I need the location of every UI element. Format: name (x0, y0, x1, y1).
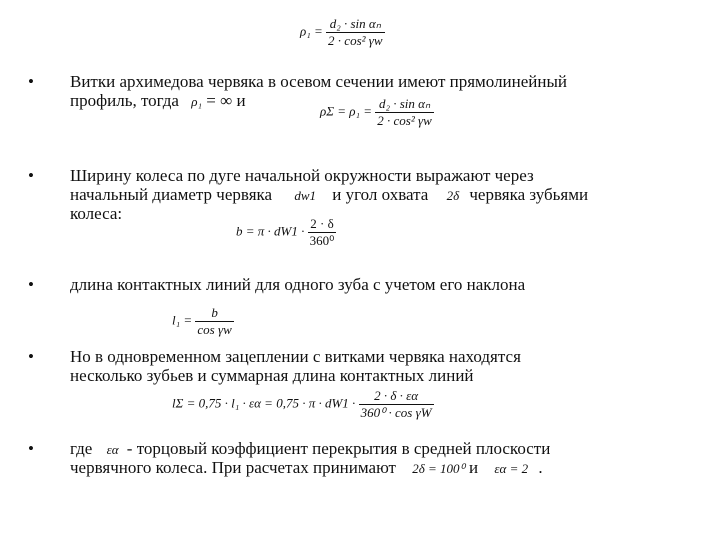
bullet-5-marker: • (28, 439, 34, 458)
formula-denominator: 360⁰ · cos γW (360, 405, 432, 420)
epsilon-symbol: εα (106, 442, 119, 457)
bullet-2-line-2-text: начальный диаметр червяка (70, 185, 273, 204)
formula-lhs: b = π · dW1 · (236, 223, 305, 239)
formula-lhs: ρΣ = ρ₁ = (320, 103, 373, 119)
formula-denominator: cos γw (197, 322, 232, 337)
bullet-4-line-1: Но в одновременном зацеплении с витками червяка находятся (70, 347, 521, 366)
bullet-4-marker: • (28, 347, 34, 366)
formula-denominator: 2 · cos² γw (377, 113, 432, 128)
condition-and: и (469, 458, 479, 477)
delta-symbol: 2δ (446, 188, 460, 203)
formula-fraction (308, 216, 337, 249)
formula-lhs: l₁ = (172, 312, 193, 328)
formula-numerator: d₂ · sin αₙ (326, 16, 385, 33)
condition-epsilon: εα = 2 (494, 461, 529, 476)
condition-delta: 2δ = 100⁰ (412, 461, 465, 476)
formula-rho-sigma (320, 96, 434, 129)
bullet-2-line-1: Ширину колеса по дуге начальной окружности выражают через (70, 166, 534, 185)
rho1-symbol: ρ₁ (191, 94, 202, 109)
formula-fraction (359, 388, 434, 421)
formula-fraction (326, 16, 385, 49)
formula-numerator: b (195, 305, 233, 322)
bullet-4-line-2: несколько зубьев и суммарная длина контактных линий (70, 366, 474, 385)
formula-numerator: 2 · δ (308, 216, 337, 233)
bullet-2-mid1: и угол охвата (332, 185, 429, 204)
bullet-1-line-2 (70, 91, 246, 111)
formula-l1 (172, 305, 234, 338)
bullet-5-line-2-text: червячного колеса. При расчетах принимают (70, 458, 396, 477)
bullet-3-marker: • (28, 275, 34, 294)
formula-lhs: ρ₁ = (300, 23, 323, 39)
formula-fraction (375, 96, 434, 129)
formula-rho1-top (300, 16, 385, 49)
bullet-2-mid2: червяка зубьями (469, 185, 589, 204)
formula-b (236, 216, 336, 249)
infinity-text: = ∞ и (206, 91, 246, 110)
bullet-5-line-1 (70, 439, 550, 459)
bullet-5-line-2 (70, 458, 543, 478)
sentence-end: . (538, 458, 543, 477)
bullet-1-marker: • (28, 72, 34, 91)
bullet-3-line-1: длина контактных линий для одного зуба с учетом его наклона (70, 275, 526, 294)
formula-numerator: d₂ · sin αₙ (375, 96, 434, 113)
bullet-1-line-1: Витки архимедова червяка в осевом сечении имеют прямолинейный (70, 72, 568, 91)
bullet-2-line-3: колеса: (70, 204, 123, 223)
formula-lhs: lΣ = 0,75 · l₁ · εα = 0,75 · π · dW1 · (172, 395, 356, 411)
bullet-2-marker: • (28, 166, 34, 185)
bullet-2-line-2 (70, 185, 588, 205)
formula-denominator: 2 · cos² γw (328, 33, 383, 48)
bullet-1-line-2-text: профиль, тогда (70, 91, 179, 110)
bullet-5-where: где (70, 439, 93, 458)
dw1-symbol: dw1 (294, 188, 316, 203)
bullet-5-line-1-text: - торцовый коэффициент перекрытия в средней плоскости (126, 439, 551, 458)
formula-fraction (195, 305, 233, 338)
formula-l-sigma (172, 388, 434, 421)
formula-denominator: 360⁰ (309, 233, 335, 248)
formula-numerator: 2 · δ · εα (359, 388, 434, 405)
